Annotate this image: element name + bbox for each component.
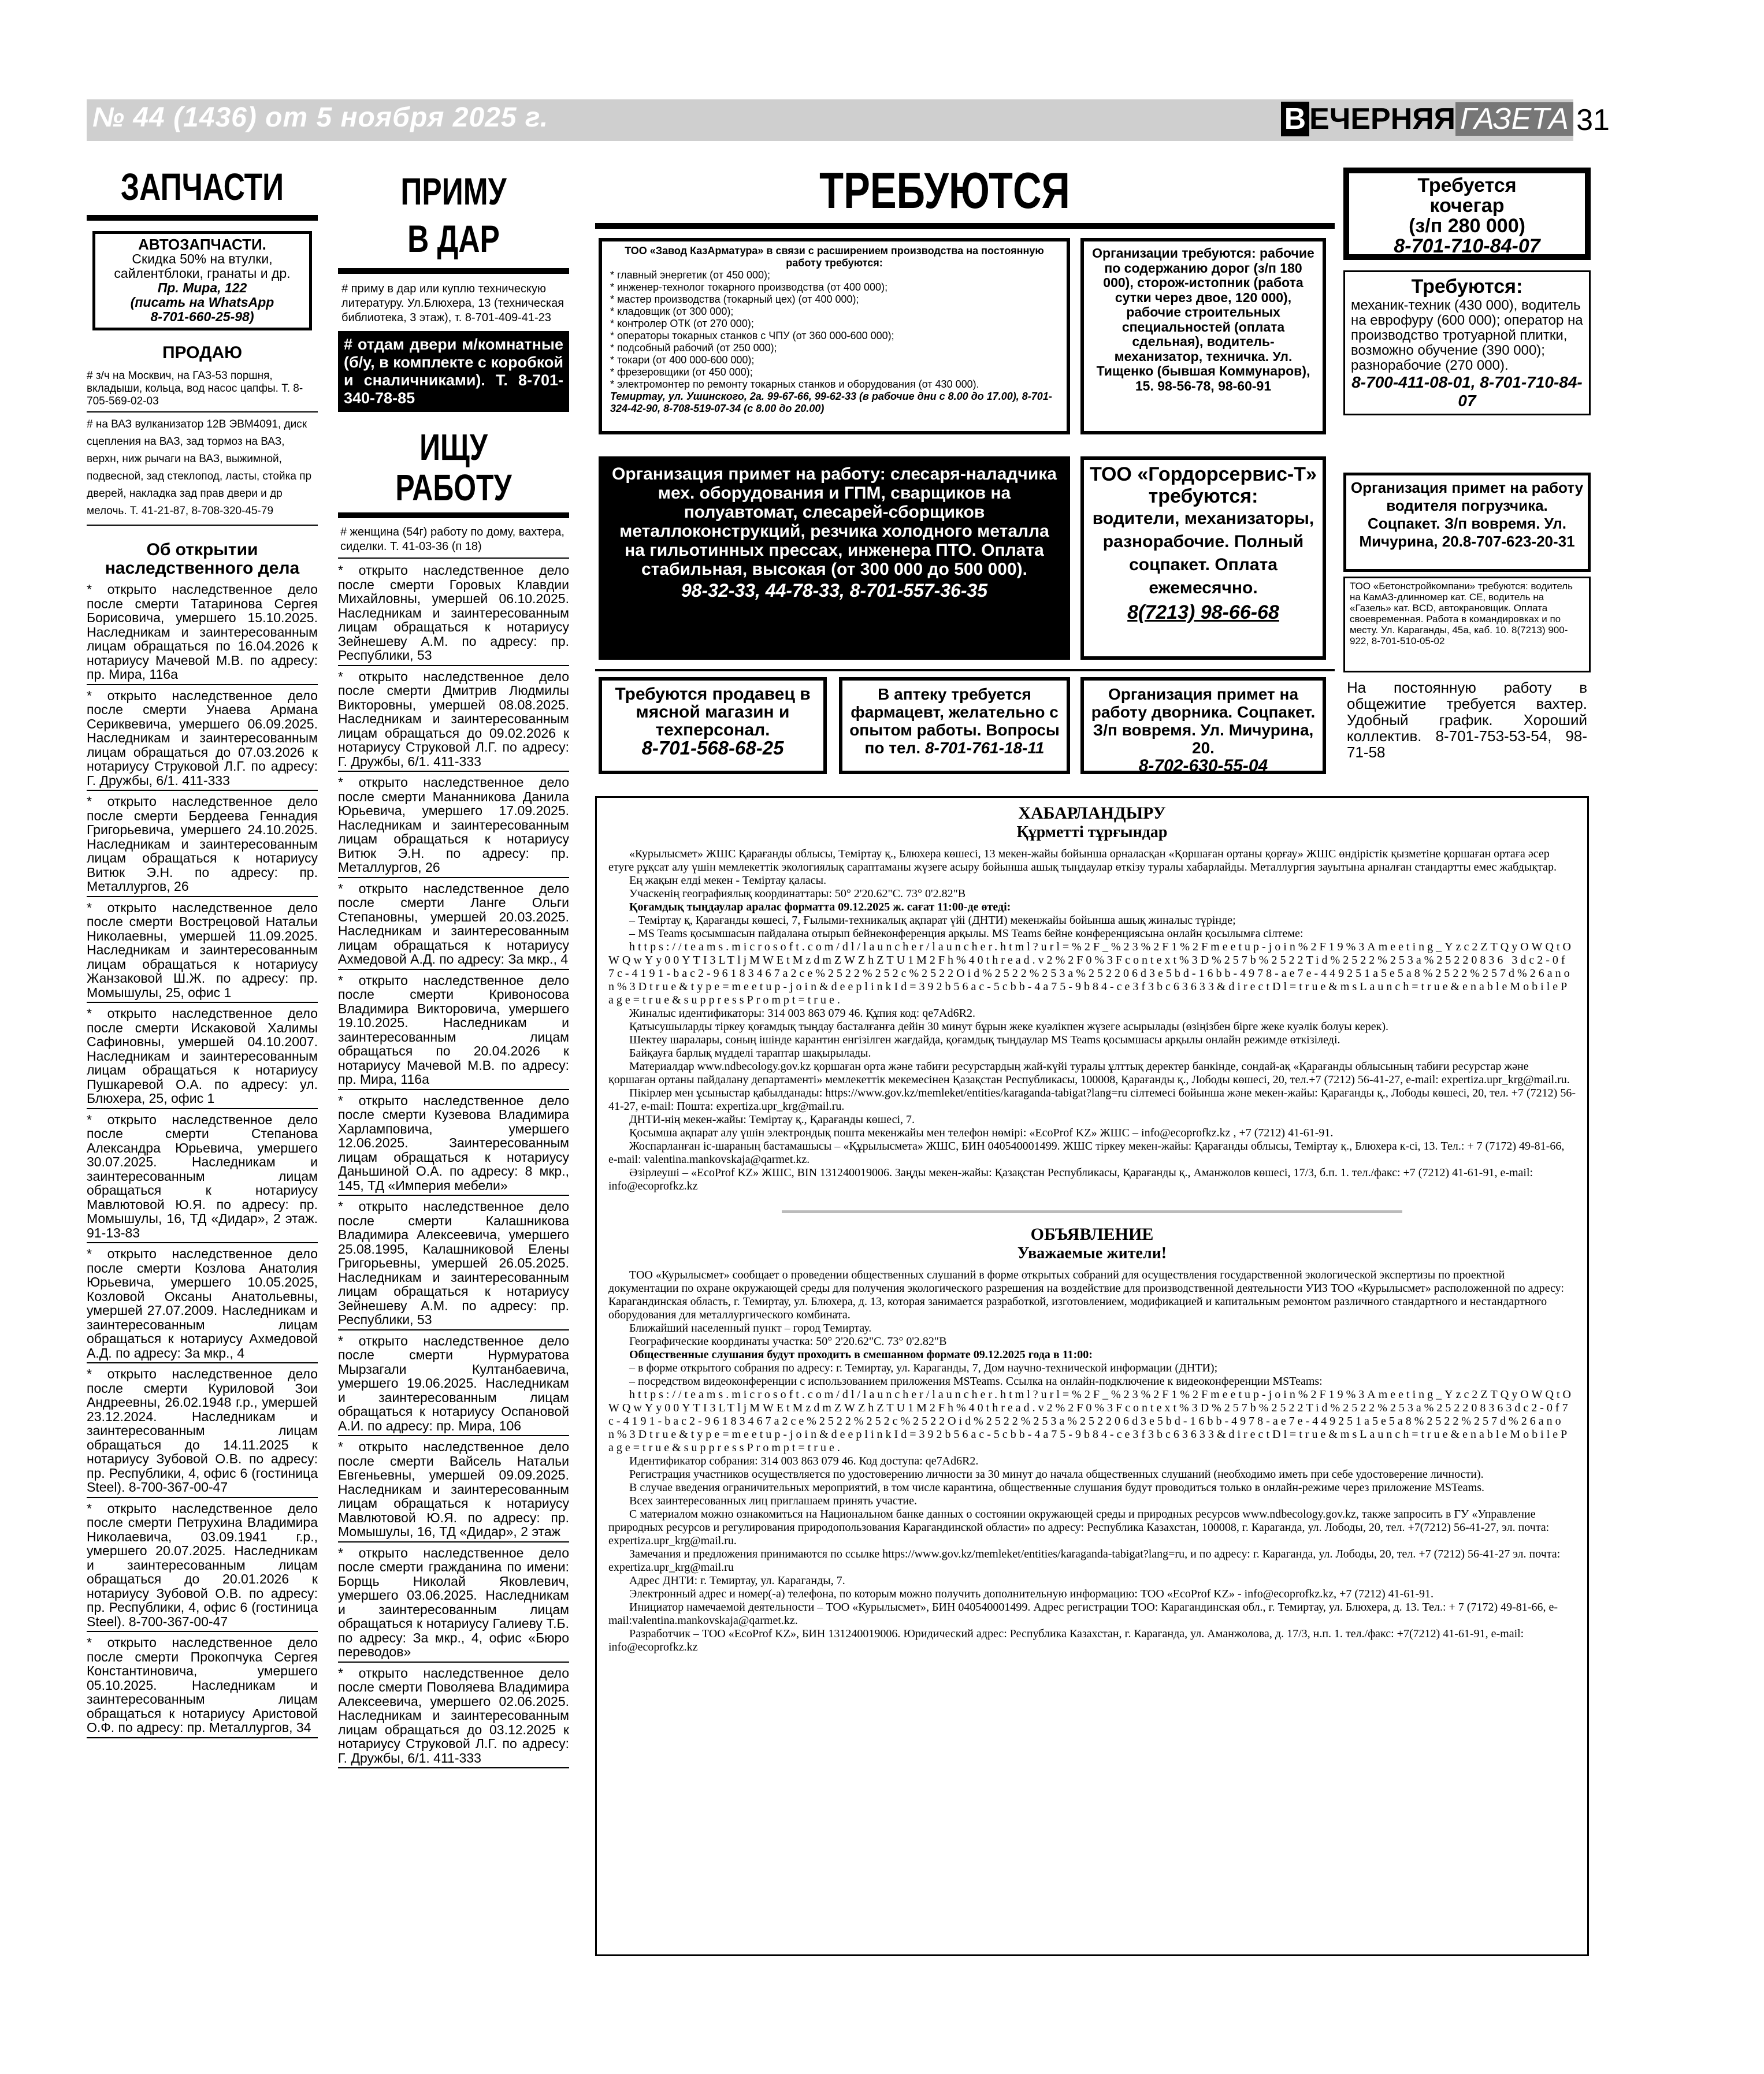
kazarmatura-vacancy: * кладовщик (от 300 000); (610, 306, 734, 317)
gordorservis-phone: 8(7213) 98-66-68 (1127, 601, 1279, 623)
auto-line: (писать на WhatsApp (130, 295, 274, 310)
col-gifts (338, 168, 569, 1771)
gordorservis-body: водители, механизаторы, разнорабочие. Полный соцпакет. Оплата ежемесячно. (1092, 509, 1314, 597)
ru-paragraph: ТОО «Курылысмет» сообщает о проведении общественных слушаний в форме открытых собраний для осуществления государственной экологической экспертизы по проектной документации по охране окружающей среды для получения экологического разрешения на воздействие для производственной деятельности УИЗ ТОО «Курылысмет» расположенной по адресу: Карагандинская область, г. Темиртау, ул. Блюхера, д. 13, которая занимается разработкой, изготовлением, модификацией и капитальным ремонтом различного стандартного и нестандартного оборудования для металлургического комбината. (608, 1269, 1564, 1321)
kz-paragraph: Қоғамдық тыңдаулар аралас форматта 09.12.2025 ж. сағат 11:00-де өтеді: (629, 901, 1011, 913)
butcher-phone: 8-701-568-68-25 (641, 737, 784, 759)
kz-paragraph: Ең жақын елді мекен - Теміртау қаласы. (629, 874, 827, 887)
kazarmatura-vacancy: * подсобный рабочий (от 250 000); (610, 342, 777, 354)
multi-title: Требуются: (1411, 276, 1523, 298)
inheritance-notice: * открыто наследственное дело после смерти Искаковой Халимы Сафиновны, умершей 04.10.2007. Наследникам и заинтересованным лицам обращаться к нотариусу Пушкаревой О.А. по адресу: ул. Блюхера, 25, офис 1 (87, 1005, 318, 1109)
kz-paragraph: – MS Teams қосымшасын пайдалана отырып бейнеконференция арқылы. MS Teams бейне конференциясына онлайн қосылымға сілтеме: (629, 927, 1303, 940)
kazarmatura-vacancy: * инженер-технолог токарного производства (от 400 000); (610, 281, 888, 293)
kz-paragraph: Қатысушыларды тіркеу қоғамдық тыңдау басталғанға дейін 30 минут бұрын жеке куәлікпен жүзеге асырылады (өзіңізбен бірге жеке куәлік болуы керек). (629, 1020, 1389, 1033)
ru-paragraph: Идентификатор собрания: 314 003 863 079 46. Код доступа: qe7Ad6R2. (629, 1455, 979, 1467)
janitor-phone: 8-702-630-55-04 (1138, 756, 1268, 775)
inheritance-list (87, 581, 318, 1738)
kazarmatura-vacancy: * мастер производства (токарный цех) (от 400 000); (610, 293, 859, 305)
kazarmatura-vacancy: * токари (от 400 000-600 000); (610, 354, 755, 366)
doors-ad: # отдам двери м/комнатные (б/у, в комплекте с коробкой и сналичниками). Т. 8-701-340-78-85 (338, 331, 569, 412)
kz-paragraph: Учаскенің географиялық координаттары: 50° 2'20.62"С. 73° 0'2.82"В (629, 887, 966, 900)
kz-paragraph: ДНТИ-нің мекен-жайы: Теміртау қ., Қарағанды көшесі, 7. (629, 1113, 915, 1126)
inheritance-notice: * открыто наследственное дело после смерти Ланге Ольги Степановны, умершей 20.03.2025. Наследникам и заинтересованным лицам обращаться к нотариусу Ахмедовой А.Д. по адресу: За мкр., 4 (338, 880, 569, 970)
roads-ad: Организации требуются: рабочие по содержанию дорог (з/п 180 000), сторож-истопник (работа сутки через двое, 120 000), рабочие строительных специальностей (оплата сдельная), водитель-механизатор, техничка. Ул. Тищенко (бывшая Коммунаров), 15. 98-56-78, 98-60-91 (1080, 238, 1326, 434)
kz-notice-title: ХАБАРЛАНДЫРУ (1018, 804, 1166, 823)
logo-sub: ГАЗЕТА (1455, 102, 1573, 136)
inheritance-notice: * открыто наследственное дело после смерти Поволяева Владимира Алексеевича, умершего 02.06.2025. Наследникам и заинтересованным лицам обращаться до 03.12.2025 к нотариусу Струковой Л.Г. по адресу: Г. Дружбы, 6/1. 411-333 (338, 1665, 569, 1769)
logo-first-letter: В (1281, 102, 1310, 136)
multi-jobs-ad (1343, 270, 1591, 415)
kz-paragraph: Байқауға барлық мүдделі тараптар шақырылады. (629, 1047, 871, 1060)
section-title-accept: ПРИМУ (400, 170, 507, 213)
col-spare-parts (87, 165, 318, 1741)
metal-jobs-phone: 98-32-33, 44-78-33, 8-701-557-36-35 (681, 580, 988, 601)
sell-heading: ПРОДАЮ (162, 343, 243, 362)
ru-paragraph: – посредством видеоконференции с использованием приложения MSTeams. Ссылка на онлайн-подключение к видеоконференции MSTeams: (629, 1375, 1323, 1388)
inheritance-notice: * открыто наследственное дело после смерти Нурмуратова Мырзагали Култанбаевича, умершего 19.06.2025. Наследникам и заинтересованным лицам обращаться к нотариусу Оспановой А.И. по адресу: пр. Мира, 106 (338, 1333, 569, 1437)
auto-line: сайлентблоки, гранаты и др. (114, 266, 291, 281)
inheritance-notice: * открыто наследственное дело после смерти Кривоносова Владимира Викторовича, умершего 19.10.2025. Наследникам и заинтересованным лицам обращаться по 20.04.2026 к нотариусу Мачевой М.В. по адресу: пр. Мира, 116а (338, 972, 569, 1090)
multi-phone: 8-700-411-08-01, 8-701-710-84-07 (1351, 373, 1583, 410)
newspaper-logo (1281, 102, 1573, 136)
ru-teams-link[interactable]: https://teams.microsoft.com/dl/launcher/launcher.html?url=%2F_%23%2F1%2Fmeetup-join%2F19%3Ameeting_Yzc2ZTQyOWQtOWQwYy00YTI3LTljMWEtMzdmZWZhZTU1M2Fh%40thread.v2%2F0%3Fcontext%3D%257b%2522Tid%2522%253a%252208363dc2-0f7c-4191-bac2-96183467a2ce%2522%252c%2522Oid%2522%253a%252206d3e5bd-16bb-4978-ae7e-449251a5e5a8%2522%257d%26anon%3Dtrue&type=meetup-join&deeplinkId=392b56ac-5cbb-4a75-9b84-ce3f3bc63633&directDl=true&msLaunch=true&enableMobilePage=true&suppressPrompt=true. (608, 1388, 1574, 1454)
auto-line: Скидка 50% на втулки, (132, 251, 273, 266)
ru-paragraph: С материалом можно ознакомиться на Национальном банке данных о состоянии окружающей среды и природных ресурсов www.ndbecology.gov.kz, также запросить в ГУ «Управление природных ресурсов и регулирования природопользования Карагандинской области» по адресу: Республика Казахстан, 100008, г. Караганда, ул. Лободы, 20, тел. +7(7212) 56-41-27, эл. почта: expertiza.upr_krg@mail.ru. (608, 1508, 1550, 1547)
gordorservis-title: ТОО «Гордорсервис-Т» требуются: (1090, 463, 1317, 507)
kz-paragraph: Қосымша ақпарат алу үшін электрондық пошта мекенжайы мен телефон нөмірі: «EcoProf KZ» ЖШС – info@ecoprofkz.kz , +7 (7212) 41-61-91. (629, 1127, 1334, 1139)
ru-paragraph: Ближайший населенный пункт – город Темиртау. (629, 1322, 872, 1335)
inheritance-notice: * открыто наследственное дело после смерти Степанова Александра Юрьевича, умершего 30.07.2025. Наследникам и заинтересованным лицам обращаться к нотариусу Мавлютовой Ю.Я. по адресу: пр. Момышулы, 16, ТД «Дидар», 2 этаж. 91-13-83 (87, 1112, 318, 1244)
metal-jobs-body: Организация примет на работу: слесаря-наладчика мех. оборудования и ГПМ, сварщиков на полуавтомат, слесарей-сборщиков металлоконструкций, резчика холодного металла на гильотинных прессах, инженера ПТО. Оплата стабильная, высокая (от 300 000 до 500 000). (612, 464, 1057, 579)
ru-paragraph: Всех заинтересованных лиц приглашаем принять участие. (629, 1495, 917, 1507)
ru-paragraph: Регистрация участников осуществляется по удостоверению личности за 30 минут до начала общественных слушаний (необходимо иметь при себе удостоверение личности). (629, 1468, 1484, 1481)
stoker-line: (з/п 280 000) (1409, 215, 1525, 237)
notice-separator (782, 1210, 1402, 1213)
inheritance-notice: * открыто наследственное дело после смерти Козлова Анатолия Юрьевича, умершего 10.05.2025, Козловой Оксаны Анатольевны, умершей 27.07.2009. Наследникам и заинтересованным лицам обращаться к нотариусу Ахмедовой А.Д. по адресу: За мкр., 4 (87, 1246, 318, 1363)
divider (338, 512, 569, 518)
inheritance-notice: * открыто наследственное дело после смерти Кузевова Владимира Харламповича, умершего 12.06.2025. Заинтересованным лицам обращаться к нотариусу Даньшиной О.А. по адресу: 8 мкр., 145, ТД «Империя мебели» (338, 1092, 569, 1196)
auto-phone: 8-701-660-25-98) (150, 309, 254, 324)
sell-item: # з/ч на Москвич, на ГАЗ-53 поршня, вкладыши, кольца, вод насос цапфы. Т. 8-705-569-02-03 (87, 367, 318, 412)
kz-paragraph: Жоспарланған іс-шараның бастамашысы – «Құрылысмета» ЖШС, БИН 040540001499. ЖШС тіркеу мекен-жайы: Қарағанды облысы, Теміртау қ., Блюхера к-сі, 13. Тел.: + 7 (7172) 49-81-66, e-mail: valentina.mankovskaja@qarmet.kz. (608, 1140, 1565, 1166)
inheritance-notice: * открыто наследственное дело после смерти Татаринова Сергея Борисовича, умершего 15.10.2025. Наследникам и заинтересованным лицам обращаться по 16.04.2026 к нотариусу Мачевой М.В. по адресу: пр. Мира, 116а (87, 581, 318, 685)
inheritance-notice: * открыто наследственное дело после смерти Мананникова Данила Юрьевича, умершего 17.09.2025. Наследникам и заинтересованным лицам обращаться к нотариусу Витюк Э.Н. по адресу: пр. Металлургов, 26 (338, 774, 569, 878)
page-number: 31 (1573, 99, 1613, 141)
butcher-body: Требуются продавец в мясной магазин и техперсонал. (615, 685, 811, 739)
kazarmatura-vacancy: * фрезеровщики (от 450 000); (610, 366, 753, 378)
stoker-ad (1343, 168, 1591, 260)
gift-ad: # приму в дар или куплю техническую литературу. Ул.Блюхера, 13 (техническая библиотека, 3 этаж), т. 8-701-409-41-23 (341, 283, 565, 324)
kz-paragraph: «Курылысмет» ЖШС Қарағанды облысы, Теміртау қ., Блюхера көшесі, 13 мекен-жайы бойынша орналасқан «Қоршаған ортаны қорғау» ЖШС өндірістік қызметіне қоршаған ортаға әсер етуге рұқсат алу үшін мемлекеттік экологиялық сараптаманы жүзеге асыру бойынша ашық тыңдаулар өткізу туралы хабарлайды. Металлургия зауытына арналған стандартты емес жабдықтар. (608, 848, 1557, 874)
auto-title: АВТОЗАПЧАСТИ. (138, 236, 266, 253)
inheritance-notice: * открыто наследственное дело после смерти Горовых Клавдии Михайловны, умершей 06.10.2025. Наследникам и заинтересованным лицам обращаться к нотариусу Зейнешеву А.М. по адресу: пр. Республики, 53 (338, 562, 569, 666)
divider (87, 215, 318, 221)
job-ad: # женщина (54г) работу по дому, вахтера, сиделки. Т. 41-03-36 (п 18) (338, 524, 569, 559)
section-title-spare-parts: ЗАПЧАСТИ (120, 165, 284, 208)
ru-paragraph: – в форме открытого собрания по адресу: г. Темиртау, ул. Караганды, 7, Дом научно-технической информации (ДНТИ); (629, 1362, 1218, 1374)
inheritance-heading: Об открытии наследственного дела (105, 540, 300, 578)
pharmacy-ad (839, 677, 1070, 774)
kazarmatura-vacancy: * электромонтер по ремонту токарных станков и оборудования (от 430 000). (610, 378, 979, 390)
logo-main: ЕЧЕРНЯЯ (1309, 102, 1456, 136)
kz-paragraph: Материалдар www.ndbecology.gov.kz қоршаған орта және табиғи ресурстардың жай-күйі туралы ұлттық деректер банкінде, сондай-ақ «Қарағанды облысының табиғи ресурстар және қоршаған ортаны пайдалану департаменті» мемлекеттік мекемесінен Қазақстан Республикасы, 100008, Қарағанды қ., Лободы көшесі, 20, тел.+7 (7212) 56-41-27, e-mail: expertiza.upr_krg@mail.ru. (608, 1060, 1570, 1086)
kazarmatura-vacancy: * контролер ОТК (от 270 000); (610, 318, 754, 329)
inheritance-notice: * открыто наследственное дело после смерти Прокопчука Сергея Константиновича, умершего 05.10.2025. Наследникам и заинтересованным лицам обращаться к нотариусу Аристовой О.Ф. по адресу: пр. Металлургов, 34 (87, 1634, 318, 1738)
section-title-wanted: ТРЕБУЮТСЯ (819, 162, 1070, 219)
kazarmatura-vacancy: * главный энергетик (от 450 000); (610, 269, 771, 281)
section-title-gift: В ДАР (407, 217, 500, 260)
stoker-line: Требуется (1417, 174, 1517, 196)
inheritance-list (338, 562, 569, 1768)
metal-jobs-ad (599, 456, 1070, 660)
ru-notice-subtitle: Уважаемые жители! (1017, 1244, 1167, 1262)
betonstroy-ad: ТОО «Бетонстройкомпани» требуются: водитель на КамАЗ-длинномер кат. СЕ, водитель на «Газель» кат. BCD, автокрановщик. Оплата своевременная. Работа в командировках и по месту. Ул. Караганды, 45а, каб. 10. 8(7213) 900-922, 8-701-510-05-02 (1343, 577, 1591, 672)
kz-paragraph: Пікірлер мен ұсыныстар қабылданады: https://www.gov.kz/memleket/entities/karaganda-tabigat?lang=ru сілтемесі бойынша және мекен-жайы: Қарағанды қ., Лободы көшесі, 20, тел. +7 (7212) 56-41-27, e-mail: Пошта: expertiza.upr_krg@mail.ru. (608, 1087, 1576, 1113)
ru-paragraph: Разработчик – ТОО «EcoProf KZ», БИН 131240019006. Юридический адрес: Республика Казахстан, г. Караганда, ул. Аманжолова, д. 17/3, н.п. 1. тел./факс: +7(7212) 41-61-91, e-mail: info@ecoprofkz.kz (608, 1627, 1524, 1653)
loader-driver-ad: Организация примет на работу водителя погрузчика. Соцпакет. З/п вовремя. Ул. Мичурина, 20.8-707-623-20-31 (1343, 473, 1591, 572)
pharmacy-body: В аптеку требуется фармацевт, желательно с опытом работы. Вопросы по тел. (849, 685, 1060, 757)
inheritance-notice: * открыто наследственное дело после смерти Унаева Армана Сериквевича, умершего 06.09.2025. Наследникам и заинтересованным лицам обращаться до 07.03.2026 к нотариусу Струковой Л.Г. по адресу: Г. Дружбы, 6/1. 411-333 (87, 687, 318, 791)
kz-paragraph: Әзірлеуші – «EcoProf KZ» ЖШС, BIN 131240019006. Заңды мекен-жайы: Қазақстан Республикасы, Қарағанды қ., Аманжолов көшесі, 17/3, б.п. 1. тел./факс: +7 (7212) 41-61-91, e-mail: info@ecoprofkz.kz (608, 1166, 1533, 1192)
ru-paragraph: Географические координаты участка: 50° 2'20.62"С. 73° 0'2.82"В (629, 1335, 947, 1348)
inheritance-notice: * открыто наследственное дело после смерти Вострецовой Натальи Николаевны, умершей 11.09.2025. Наследникам и заинтересованным лицам обращаться к нотариусу Жанзаковой Ш.Ж. по адресу: пр. Момышулы, 25, офис 1 (87, 900, 318, 1003)
public-hearing-notices (595, 796, 1589, 1956)
kazarmatura-ad (599, 238, 1070, 434)
ru-paragraph: Инициатор намечаемой деятельности – ТОО «Курылысмет», БИН 040540001499. Адрес регистрации ТОО: Карагандинская обл., г. Темиртау, ул. Блюхера, д. 13. Тел.: + 7 (7172) 49-81-66, e-mail:valentina.mankovskaja@qarmet.kz. (608, 1601, 1558, 1627)
divider (595, 669, 1335, 671)
inheritance-notice: * открыто наследственное дело после смерти Калашникова Владимира Алексеевича, умершего 25.08.1995, Калашниковой Елены Григорьевны, умершей 26.05.2025. Наследникам и заинтересованным лицам обращаться к нотариусу Зейнешеву А.М. по адресу: пр. Республики, 53 (338, 1198, 569, 1330)
auto-address: Пр. Мира, 122 (157, 280, 247, 295)
divider (595, 223, 1335, 229)
pharmacy-phone: 8-701-761-18-11 (924, 739, 1045, 757)
stoker-line: кочегар (1429, 195, 1505, 217)
ru-paragraph: Общественные слушания будут проходить в смешанном формате 09.12.2025 года в 11:00: (629, 1348, 1093, 1361)
inheritance-notice: * открыто наследственное дело после смерти Петрухина Владимира Николаевича, 03.09.1941 г.р., умершего 20.07.2025. Наследникам и заинтересованным лицам обращаться до 20.01.2026 к нотариусу Зубовой О.В. по адресу: пр. Республики, 4, офис 6 (гостиница Steel). 8-700-367-00-47 (87, 1500, 318, 1633)
sell-item: # на ВАЗ вулканизатор 12В ЭВМ4091, диск сцепления на ВАЗ, зад тормоз на ВАЗ, верхн, ниж рычаги на ВАЗ, выжимной, подвесной, зад стеклопод, ласты, стойка пр дверей, накладка зад прав двери и др мелочь. Т. 41-21-87, 8-708-320-45-79 (87, 412, 318, 526)
kz-paragraph: – Теміртау қ, Қарағанды көшесі, 7, Ғылыми-техникалық ақпарат үйі (ДНТИ) мекенжайы бойынша ашық жиналыс түрінде; (629, 914, 1236, 927)
ru-notice-title: ОБЪЯВЛЕНИЕ (1030, 1225, 1154, 1244)
auto-parts-ad (92, 231, 312, 330)
kazarmatura-contacts: Темиртау, ул. Ушинского, 2а. 99-67-66, 99-62-33 (в рабочие дни с 8.00 до 17.00), 8-701-324-42-90, 8-708-519-07-34 (с 8.00 до 20.00) (610, 391, 1052, 414)
inheritance-notice: * открыто наследственное дело после смерти Куриловой Зои Андреевны, 26.02.1948 г.р., умершей 23.12.2024. Наследникам и заинтересованным лицам обращаться до 14.11.2025 к нотариусу Зубовой О.В. по адресу: пр. Республики, 4, офис 6 (гостиница Steel). 8-700-367-00-47 (87, 1366, 318, 1498)
divider (338, 268, 569, 274)
kazarmatura-vacancy: * операторы токарных станков с ЧПУ (от 360 000-600 000); (610, 330, 894, 341)
ru-paragraph: В случае введения ограничительных мероприятий, в том числе карантина, общественные слушания будут проводиться только в онлайн-режиме через приложение MSTeams. (629, 1481, 1484, 1494)
kz-teams-link[interactable]: https://teams.microsoft.com/dl/launcher/launcher.html?url=%2F_%23%2F1%2Fmeetup-join%2F19%3Ameeting_Yzc2ZTQyOWQtOWQwYy00YTI3LTljMWEtMzdmZWZhZTU1M2Fh%40thread.v2%2F0%3Fcontext%3D%257b%2522Tid%2522%253a%25220836 3dc2-0f7c-4191-bac2-96183467a2ce%2522%252c%2522Oid%2522%253a%252206d3e5bd-16bb-4978-ae7e-449251a5e5a8%2522%257d%26anon%3Dtrue&type=meetup-join&deeplinkId=392b56ac-5cbb-4a75-9b84-ce3f3bc63633&directDl=true&msLaunch=true&enableMobilePage=true&suppressPrompt=true. (608, 941, 1574, 1006)
watchman-ad: На постоянную работу в общежитие требуется вахтер. Удобный график. Хороший коллектив. 8-701-753-53-54, 98-71-58 (1347, 679, 1587, 761)
stoker-phone: 8-701-710-84-07 (1394, 235, 1540, 257)
multi-body: механик-техник (430 000), водитель на еврофуру (600 000); оператор на производство тротуарной плитки, возможно обучение (390 000); разнорабочие (270 000). (1351, 298, 1583, 373)
inheritance-notice: * открыто наследственное дело после смерти Бердеева Геннадия Григорьевича, умершего 24.10.2025. Наследникам и заинтересованным лицам обращаться к нотариусу Витюк Э.Н. по адресу: пр. Металлургов, 26 (87, 793, 318, 897)
kz-paragraph: Шектеу шаралары, соның ішінде карантин енгізілген жағдайда, қоғамдық тыңдаулар MS Teams қосымшасы арқылы онлайн режимде өткізіледі. (629, 1034, 1340, 1046)
ru-paragraph: Замечания и предложения принимаются по ссылке https://www.gov.kz/memleket/entities/karaganda-tabigat?lang=ru, и по адресу: г. Караганда, ул. Лободы, 20, тел. +7 (7212) 56-41-27 эл. почта: expertiza.upr_krg@mail.ru (608, 1548, 1561, 1574)
inheritance-notice: * открыто наследственное дело после смерти Дмитрив Людмилы Викторовны, умершей 08.08.2025. Наследникам и заинтересованным лицам обращаться до 09.02.2026 к нотариусу Струковой Л.Г. по адресу: Г. Дружбы, 6/1. 411-333 (338, 668, 569, 772)
butcher-shop-ad (599, 677, 827, 774)
gordorservis-ad (1080, 456, 1326, 660)
issue-number: № 44 (1436) от 5 ноября 2025 г. (92, 102, 549, 133)
kz-paragraph: Жиналыс идентификаторы: 314 003 863 079 46. Құпия код: qe7Ad6R2. (629, 1007, 975, 1020)
inheritance-notice: * открыто наследственное дело после смерти гражданина по имени: Борщь Николай Яковлевич, умершего 03.06.2025. Наследникам и заинтересованным лицам обращаться к нотариусу Галиеву Т.Б. по адресу: За мкр., 4, офис «Бюро переводов» (338, 1545, 569, 1663)
janitor-body: Организация примет на работу дворника. Соцпакет. З/п вовремя. Ул. Мичурина, 20. (1091, 685, 1316, 757)
kazarmatura-list (610, 269, 1059, 391)
ru-paragraph: Электронный адрес и номер(-а) телефона, по которым можно получить дополнительную информацию: ТОО «EcoProf KZ» - info@ecoprofkz.kz, +7 (7212) 41-61-91. (629, 1588, 1434, 1600)
kazarmatura-head: ТОО «Завод КазАрматура» в связи с расширением производства на постоянную работу требуются: (625, 245, 1044, 269)
inheritance-notice: * открыто наследственное дело после смерти Вайсель Натальи Евгеньевны, умершей 09.09.2025. Наследникам и заинтересованным лицам обращаться к нотариусу Мавлютовой Ю.Я. по адресу: пр. Момышулы, 16, ТД «Дидар», 2 этаж (338, 1439, 569, 1543)
section-title-job-search: ИЩУ РАБОТУ (395, 426, 512, 508)
ru-paragraph: Адрес ДНТИ: г. Темиртау, ул. Караганды, 7. (629, 1574, 845, 1587)
janitor-ad (1080, 677, 1326, 774)
kz-notice-subtitle: Құрметті тұрғындар (1016, 823, 1168, 841)
